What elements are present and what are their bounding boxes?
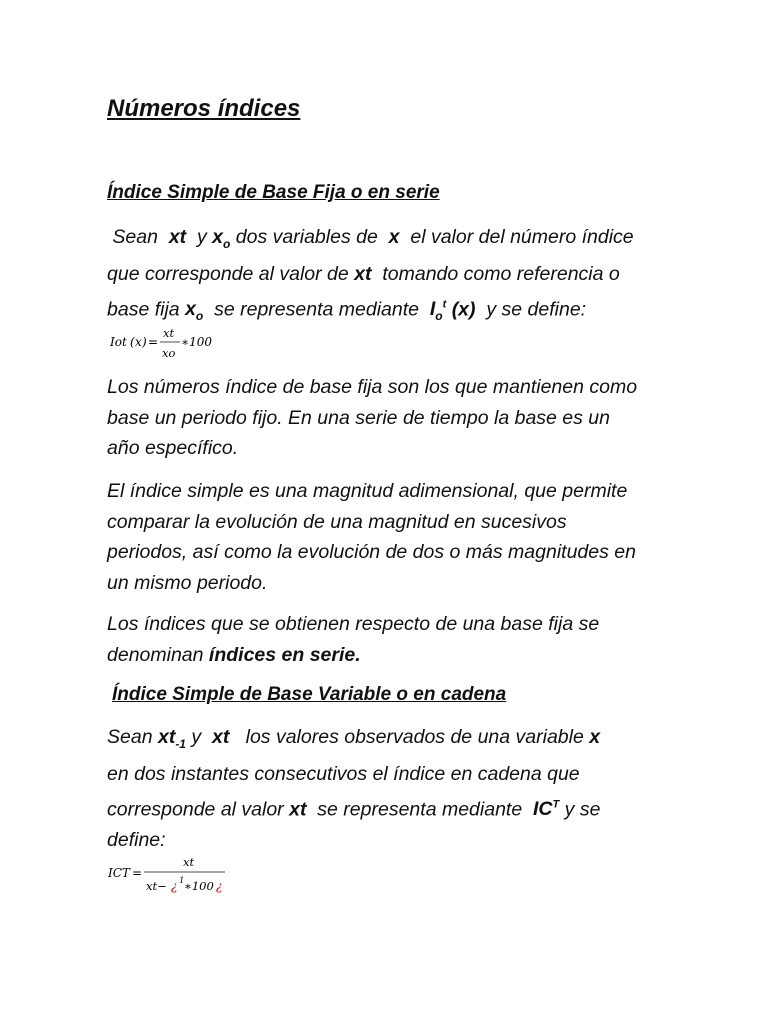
svg-text:Iot: Iot [110, 335, 127, 349]
paragraph-definition-base-variable: Sean $xt_{-1}$ y xt los valores observados de una variable x en dos instantes consecutivos el índice en cadena que corresponde al valor xt se representa mediante $IC^T$ y se define: [107, 726, 601, 851]
svg-text:xo: xo [162, 346, 176, 360]
paragraph-definition-base-fija: Sean xt y $x_o$ dos variables de x el valor del número índice que corresponde al valor de xt tomando como referencia o base fija $x_o$ se representa mediante $I_o^t$ (x) y se define: [107, 226, 634, 324]
svg-text:=: = [132, 866, 143, 880]
svg-text:xt−: xt− [146, 879, 167, 893]
svg-text:¿: ¿ [216, 879, 223, 893]
svg-text:): ) [142, 335, 147, 349]
svg-text:∗100: ∗100 [181, 335, 213, 349]
section-heading-base-variable: Índice Simple de Base Variable o en cadena [112, 684, 507, 705]
svg-text:xt: xt [183, 855, 195, 869]
svg-text:∗100: ∗100 [184, 879, 214, 893]
svg-text:(: ( [130, 335, 135, 349]
svg-text:ICT: ICT [108, 866, 130, 880]
formula-indice-cadena [108, 852, 308, 898]
page-title: Números índices [107, 95, 301, 122]
svg-text:1: 1 [179, 876, 185, 886]
svg-text:xt: xt [163, 326, 175, 340]
svg-text:¿: ¿ [171, 879, 178, 893]
formula-indice-base-fija [108, 322, 268, 364]
svg-text:x: x [135, 335, 142, 349]
paragraph-base-fija-explicacion: Los números índice de base fija son los que mantienen como base un periodo fijo. En una serie de tiempo la base es un año específico. [107, 376, 638, 459]
paragraph-indice-simple: El índice simple es una magnitud adimensional, que permite comparar la evolución de una magnitud en sucesivos periodos, así como la evolución de dos o más magnitudes en un mismo periodo. [107, 480, 636, 594]
section-heading-base-fija: Índice Simple de Base Fija o en serie [107, 182, 440, 203]
svg-text:=: = [148, 335, 159, 349]
paragraph-indices-en-serie: Los índices que se obtienen respecto de una base fija se denominan índices en serie. [107, 613, 600, 666]
